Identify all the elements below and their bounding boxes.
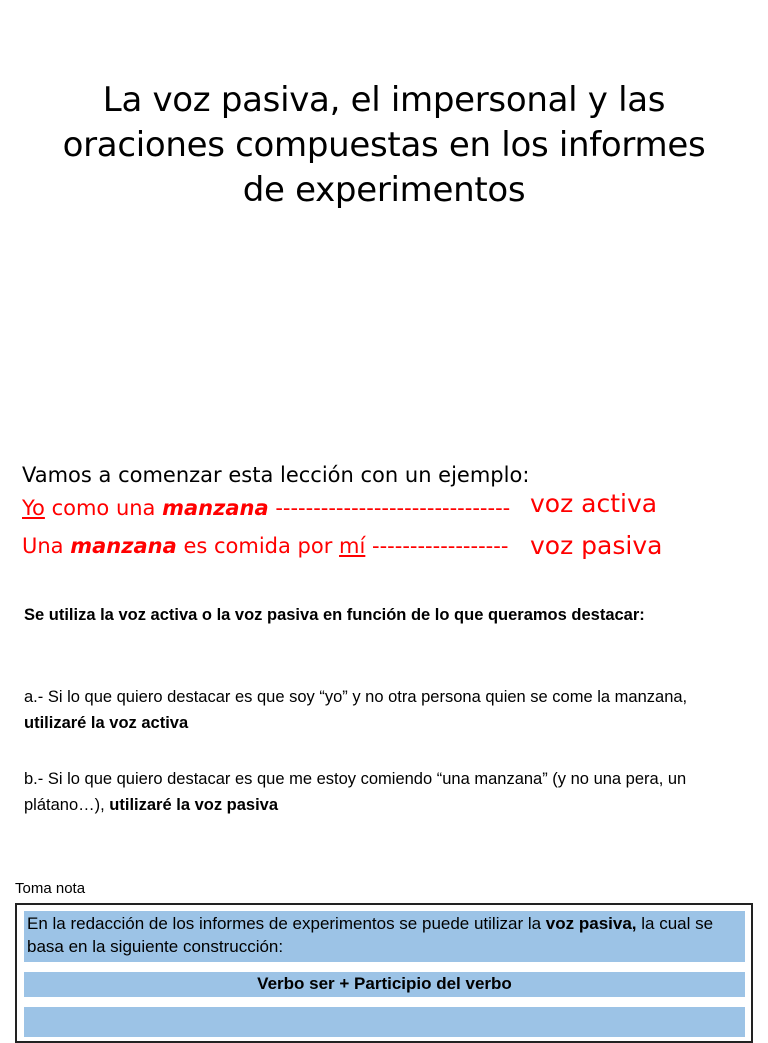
example-passive-dashes: ------------------ bbox=[365, 534, 509, 558]
intro-text: Vamos a comenzar esta lección con un ejemplo: bbox=[22, 463, 530, 487]
example-passive-object: manzana bbox=[70, 534, 177, 558]
note-text-pre: En la redacción de los informes de experimentos se puede utilizar la bbox=[27, 914, 546, 933]
example-active-subject: Yo bbox=[22, 496, 45, 520]
example-active-sentence bbox=[22, 496, 510, 520]
page-title: La voz pasiva, el impersonal y las oraciones compuestas en los informes de experimentos bbox=[62, 80, 706, 210]
example-active-mid: como una bbox=[44, 496, 163, 520]
passive-voice-label: voz pasiva bbox=[530, 531, 663, 560]
note-box bbox=[15, 903, 753, 1043]
note-text-post: la cual se basa en la siguiente construcción: bbox=[27, 914, 714, 956]
explanation-active-bold: utilizaré la voz activa bbox=[24, 714, 189, 732]
note-formula: Verbo ser + Participio del verbo bbox=[24, 972, 745, 997]
explanation-passive-bold: utilizaré la voz pasiva bbox=[109, 796, 279, 814]
explanation-passive bbox=[24, 766, 730, 818]
example-passive-sentence bbox=[22, 534, 508, 558]
explanation-heading: Se utiliza la voz activa o la voz pasiva en función de lo que queramos destacar: bbox=[24, 606, 645, 624]
explanation-passive-text: b.- Si lo que quiero destacar es que me estoy comiendo “una manzana” (y no una pera, un plátano…), bbox=[24, 770, 687, 814]
example-passive-mid: es comida por bbox=[176, 534, 340, 558]
example-passive-agent: mí bbox=[339, 534, 366, 558]
active-voice-label: voz activa bbox=[530, 489, 658, 518]
note-text-bold: voz pasiva, bbox=[545, 914, 637, 933]
example-active-object: manzana bbox=[162, 496, 269, 520]
example-passive-pre: Una bbox=[22, 534, 71, 558]
note-text bbox=[24, 911, 745, 962]
example-active-dashes: ------------------------------- bbox=[268, 496, 511, 520]
explanation-active bbox=[24, 684, 730, 736]
note-highlight-strip bbox=[24, 1007, 745, 1037]
note-label: Toma nota bbox=[15, 880, 86, 897]
explanation-active-text: a.- Si lo que quiero destacar es que soy “yo” y no otra persona quien se come la manzana, bbox=[24, 688, 688, 706]
